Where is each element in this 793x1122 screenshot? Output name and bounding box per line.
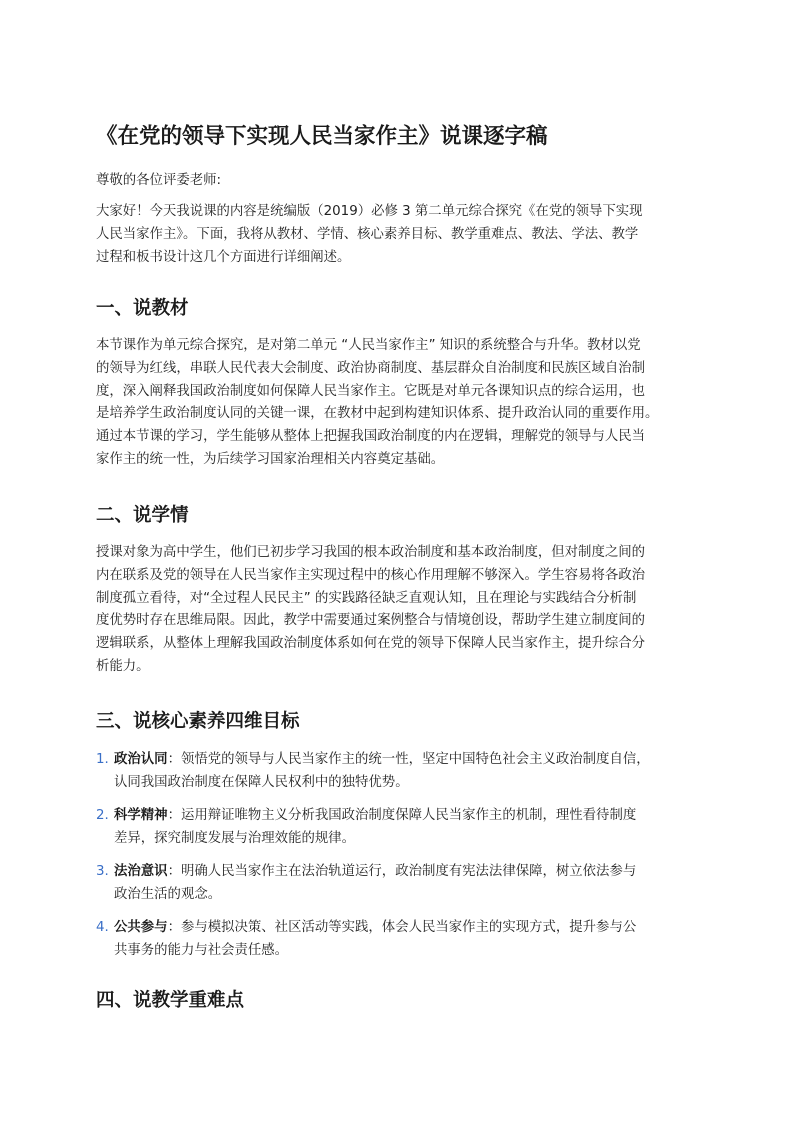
list-text: ：参与模拟决策、社区活动等实践，体会人民当家作主的实现方式，提升参与公 — [167, 920, 637, 935]
list-number: 1. — [96, 752, 109, 767]
greeting — [96, 170, 221, 193]
section-heading-core-goals: 三、说核心素养四维目标 — [96, 711, 300, 732]
list-text: 差异，探究制度发展与治理效能的规律。 — [114, 830, 356, 846]
intro-paragraph — [96, 201, 643, 269]
paragraph-line: 逻辑联系，从整体上理解我国政治制度体系如何在党的领导下保障人民当家作主，提升综合分 — [96, 636, 646, 652]
paragraph-line: 本节课作为单元综合探究，是对第二单元 “人民当家作主” 知识的系统整合与升华。教材以党 — [96, 338, 641, 353]
list-number: 3. — [96, 864, 109, 879]
list-text: 认同我国政治制度在保障人民权利中的独特优势。 — [114, 774, 409, 790]
list-text: ：领悟党的领导与人民当家作主的统一性，坚定中国特色社会主义政治制度自信， — [167, 752, 650, 767]
list-term: 法治意识 — [114, 864, 168, 879]
list-text: ：运用辩证唯物主义分析我国政治制度保障人民当家作主的机制，理性看待制度 — [167, 808, 637, 823]
list-text: 政治生活的观念。 — [114, 886, 222, 902]
paragraph-line: 授课对象为高中学生，他们已初步学习我国的根本政治制度和基本政治制度，但对制度之间的 — [96, 545, 646, 560]
list-term: 政治认同 — [114, 752, 168, 767]
paragraph-line: 的领导为红线，串联人民代表大会制度、政治协商制度、基层群众自治制度和民族区域自治制 — [96, 360, 646, 376]
paragraph-line: 通过本节课的学习，学生能够从整体上把握我国政治制度的内在逻辑，理解党的领导与人民当 — [96, 429, 646, 445]
list-body — [114, 749, 650, 795]
section-heading-textbook: 一、说教材 — [96, 298, 189, 319]
list-text: ：明确人民当家作主在法治轨道运行，政治制度有宪法法律保障，树立依法参与 — [167, 864, 637, 879]
list-number: 2. — [96, 808, 109, 823]
list-number: 4. — [96, 920, 109, 935]
paragraph-line: 内在联系及党的领导在人民当家作主实现过程中的核心作用理解不够深入。学生容易将各政治 — [96, 567, 646, 583]
paragraph-line: 度，深入阐释我国政治制度如何保障人民当家作主。它既是对单元各课知识点的综合运用，也 — [96, 383, 646, 399]
paragraph-line: 制度孤立看待，对“全过程人民民主” 的实践路径缺乏直观认知，且在理论与实践结合分析制 — [96, 590, 637, 606]
section-students-paragraph — [96, 542, 645, 679]
intro-line: 人民当家作主》。下面，我将从教材、学情、核心素养目标、教学重难点、教法、学法、教学 — [96, 226, 639, 242]
intro-line: 大家好！今天我说课的内容是统编版（2019）必修 3 第二单元综合探究《在党的领导下实现 — [96, 204, 643, 219]
paragraph-line: 析能力。 — [96, 658, 150, 674]
section-textbook-paragraph — [96, 335, 658, 472]
section-heading-key-points: 四、说教学重难点 — [96, 990, 245, 1011]
list-body — [114, 917, 636, 963]
greeting-text: 尊敬的各位评委老师: — [96, 173, 222, 188]
section-heading-students: 二、说学情 — [96, 505, 189, 526]
paragraph-line: 家作主的统一性，为后续学习国家治理相关内容奠定基础。 — [96, 451, 445, 467]
paragraph-line: 度优势时存在思维局限。因此，教学中需要通过案例整合与情境创设，帮助学生建立制度间的 — [96, 613, 646, 629]
list-term: 公共参与 — [114, 920, 168, 935]
list-body — [114, 805, 636, 851]
list-text: 共事务的能力与社会责任感。 — [114, 942, 289, 958]
list-term: 科学精神 — [114, 808, 168, 823]
intro-line: 过程和板书设计这几个方面进行详细阐述。 — [96, 249, 351, 265]
paragraph-line: 是培养学生政治制度认同的关键一课，在教材中起到构建知识体系、提升政治认同的重要作用。 — [96, 406, 659, 422]
document-title: 《在党的领导下实现人民当家作主》说课逐字稿 — [96, 124, 548, 149]
list-body — [114, 861, 636, 907]
